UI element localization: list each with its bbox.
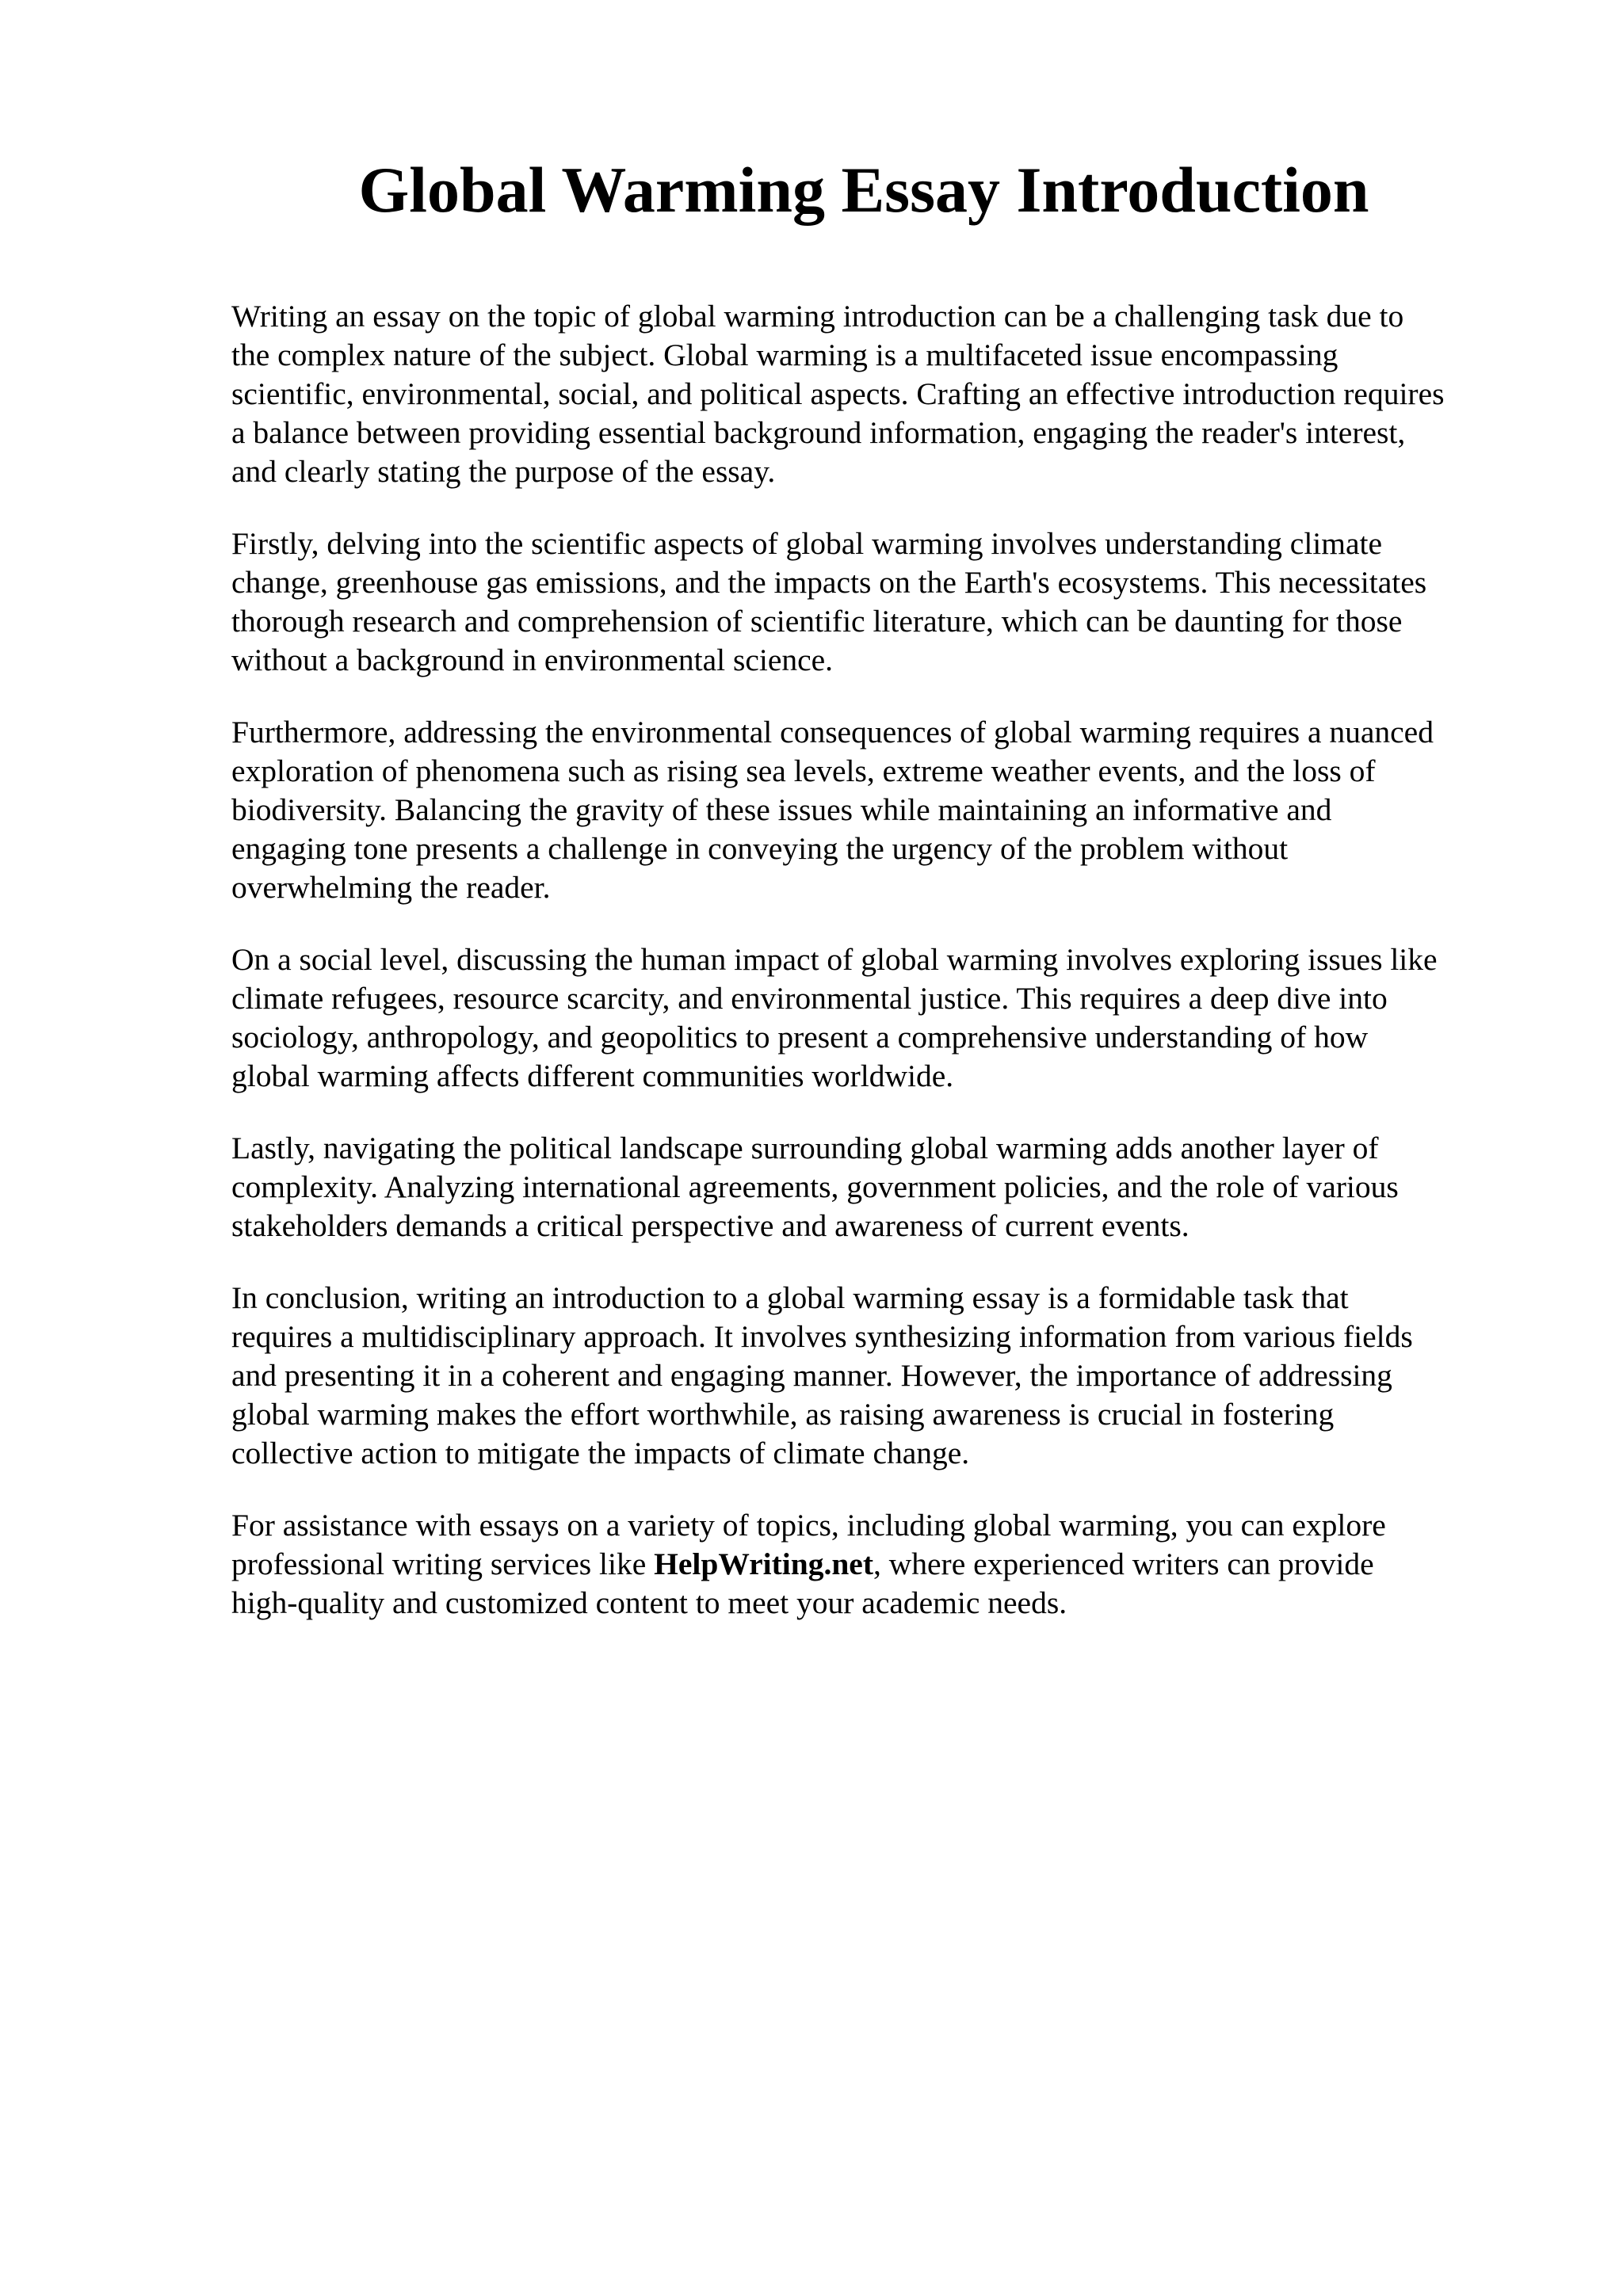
paragraph-line: On a social level, discussing the human impact of global warming involves exploring issues like — [231, 942, 1438, 977]
paragraph-line: the complex nature of the subject. Global warming is a multifaceted issue encompassing — [231, 338, 1338, 372]
paragraph-line: a balance between providing essential background information, engaging the reader's interest, — [231, 415, 1406, 450]
paragraph-line: Writing an essay on the topic of global warming introduction can be a challenging task due to — [231, 299, 1404, 334]
brand-name: HelpWriting.net — [654, 1547, 873, 1581]
paragraph-line: requires a multidisciplinary approach. It involves synthesizing information from various fields — [231, 1319, 1413, 1354]
paragraph-social — [231, 940, 1515, 1096]
paragraph-line: In conclusion, writing an introduction to a global warming essay is a formidable task that — [231, 1280, 1349, 1315]
paragraph-line: scientific, environmental, social, and political aspects. Crafting an effective introduction requires — [231, 376, 1445, 411]
paragraph-political — [231, 1129, 1515, 1245]
paragraph-line: collective action to mitigate the impacts of climate change. — [231, 1436, 970, 1470]
paragraph-line: global warming affects different communities worldwide. — [231, 1058, 954, 1093]
paragraph-line: without a background in environmental science. — [231, 643, 834, 677]
paragraph-line: engaging tone presents a challenge in conveying the urgency of the problem without — [231, 831, 1289, 866]
paragraph-line: biodiversity. Balancing the gravity of these issues while maintaining an informative and — [231, 792, 1332, 827]
paragraph-line: For assistance with essays on a variety of topics, including global warming, you can explore — [231, 1508, 1386, 1543]
paragraph-line: stakeholders demands a critical perspective and awareness of current events. — [231, 1208, 1190, 1243]
document-body — [231, 297, 1515, 1656]
paragraph-closing — [231, 1506, 1515, 1623]
paragraph-intro — [231, 297, 1515, 491]
paragraph-line: thorough research and comprehension of scientific literature, which can be daunting for those — [231, 604, 1403, 639]
paragraph-line: Firstly, delving into the scientific aspects of global warming involves understanding climate — [231, 526, 1383, 561]
closing-text-before: professional writing services like — [231, 1547, 655, 1581]
paragraph-line: Lastly, navigating the political landscape surrounding global warming adds another layer of — [231, 1131, 1379, 1165]
paragraph-line: complexity. Analyzing international agreements, government policies, and the role of various — [231, 1169, 1399, 1204]
paragraph-line: high-quality and customized content to meet your academic needs. — [231, 1585, 1067, 1620]
paragraph-line: and clearly stating the purpose of the essay. — [231, 454, 776, 489]
paragraph-conclusion — [231, 1279, 1515, 1473]
paragraph-line: overwhelming the reader. — [231, 870, 551, 905]
paragraph-scientific — [231, 524, 1515, 680]
paragraph-line: climate refugees, resource scarcity, and environmental justice. This requires a deep dive into — [231, 981, 1388, 1016]
document-title: Global Warming Essay Introduction — [358, 154, 1369, 226]
paragraph-line: and presenting it in a coherent and engaging manner. However, the importance of addressing — [231, 1358, 1392, 1393]
paragraph-line: change, greenhouse gas emissions, and the impacts on the Earth's ecosystems. This necessitates — [231, 565, 1427, 600]
paragraph-line — [231, 1545, 1515, 1584]
paragraph-line: sociology, anthropology, and geopolitics to present a comprehensive understanding of how — [231, 1020, 1369, 1055]
paragraph-environmental — [231, 713, 1515, 907]
paragraph-line: exploration of phenomena such as rising sea levels, extreme weather events, and the loss of — [231, 753, 1376, 788]
paragraph-line: global warming makes the effort worthwhile, as raising awareness is crucial in fostering — [231, 1397, 1335, 1432]
closing-text-after: , where experienced writers can provide — [873, 1547, 1374, 1581]
paragraph-line: Furthermore, addressing the environmental consequences of global warming requires a nuanced — [231, 715, 1434, 749]
